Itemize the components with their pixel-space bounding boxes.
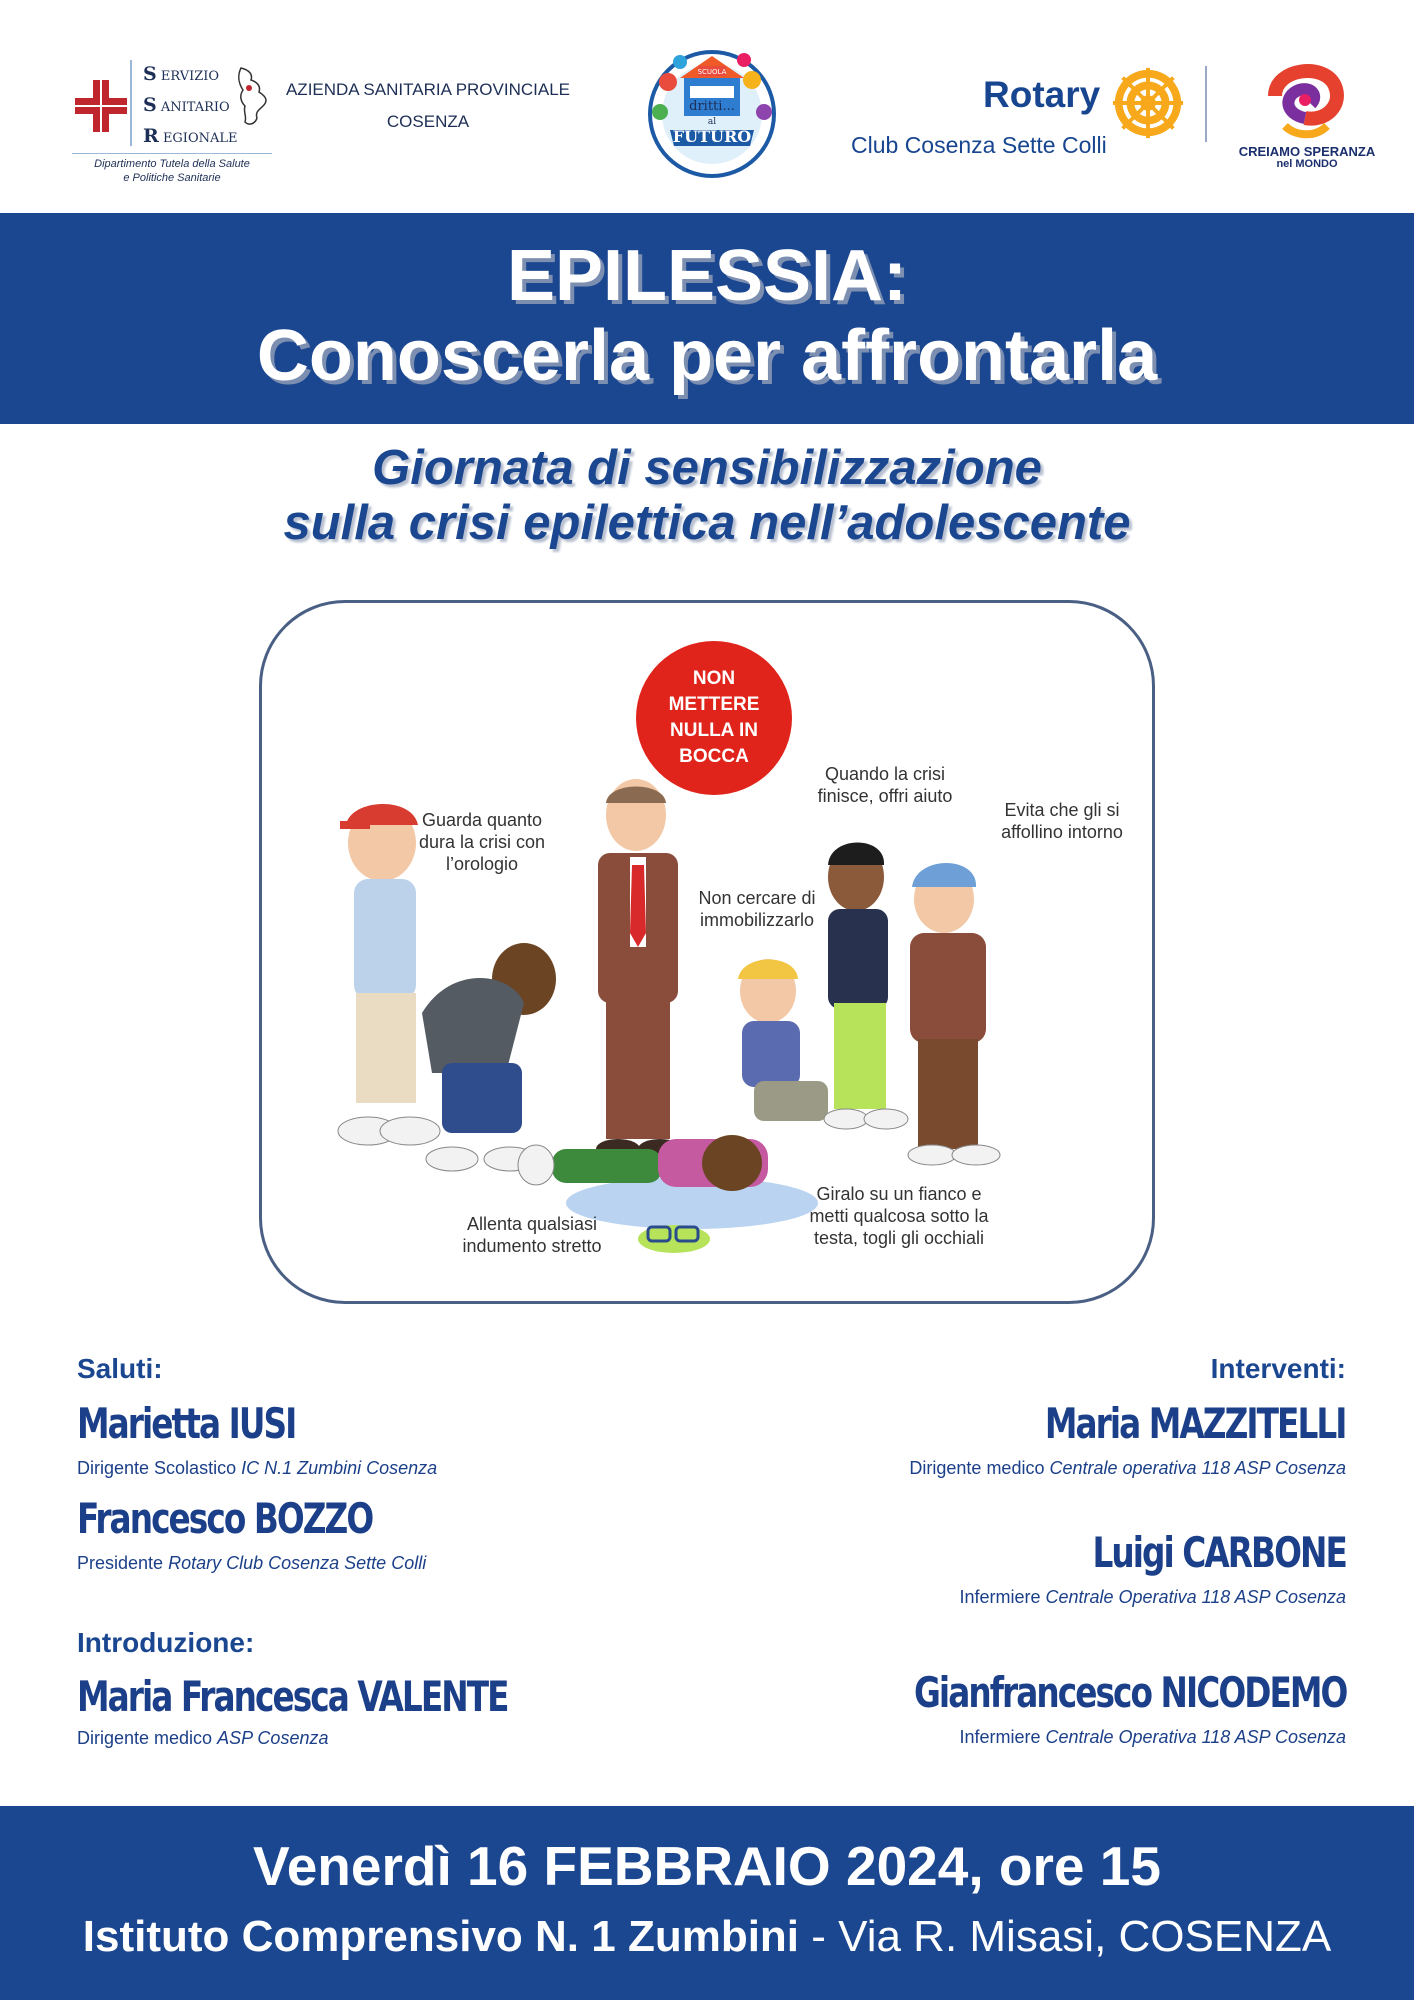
school-logo-text1: dritti... xyxy=(689,99,735,114)
speaker-role: Presidente Rotary Club Cosenza Sette Colli xyxy=(77,1553,427,1573)
caption-crowd: Evita che gli si affollino intorno xyxy=(1001,800,1123,842)
page-title-line2: Conoscerla per affrontarla xyxy=(256,316,1158,396)
subtitle-line1: Giornata di sensibilizzazione xyxy=(372,441,1042,495)
red-cross-icon xyxy=(75,80,127,132)
stop-sign-do-not-put-anything-in-mouth: NON METTERE NULLA IN BOCCA xyxy=(636,641,792,795)
speaker-name: Francesco BOZZO xyxy=(77,1494,373,1543)
subtitle-line2: sulla crisi epilettica nell’adolescente xyxy=(283,496,1131,550)
blonde-kneeling-boy-figure xyxy=(738,959,828,1121)
man-in-suit-figure xyxy=(596,779,682,1159)
caption-restrain: Non cercare di immobilizzarlo xyxy=(698,888,816,930)
speaker-role: Infermiere Centrale Operativa 118 ASP Cosenza xyxy=(959,1727,1346,1747)
speaker-role: Dirigente medico Centrale operativa 118 ASP Cosenza xyxy=(909,1458,1346,1478)
school-logo-text3: FUTURO xyxy=(672,127,752,146)
event-venue: Istituto Comprensivo N. 1 Zumbini - Via R. Misasi, COSENZA xyxy=(82,1912,1332,1961)
asp-cosenza-name: AZIENDA SANITARIA PROVINCIALE COSENZA xyxy=(285,80,571,131)
speaker-name: Gianfrancesco NICODEMO xyxy=(913,1668,1346,1717)
caption-side-position: Giralo su un fianco e metti qualcosa sotto la testa, togli gli occhiali xyxy=(809,1184,989,1248)
header-logos xyxy=(0,0,1414,213)
boy-blue-cap-figure xyxy=(908,863,1000,1165)
caption-help: Quando la crisi finisce, offri aiuto xyxy=(817,764,953,806)
speaker-name: Luigi CARBONE xyxy=(1092,1528,1346,1577)
boy-dark-jacket-figure xyxy=(824,843,908,1130)
boy-bending-figure xyxy=(422,943,556,1171)
creiamo-speranza-logo xyxy=(1265,56,1345,140)
interventi-label: Interventi: xyxy=(1210,1353,1346,1384)
rotary-name: Rotary xyxy=(983,74,1101,115)
speaker-name: Maria MAZZITELLI xyxy=(1045,1399,1346,1448)
saluti-label: Saluti: xyxy=(77,1353,163,1384)
school-diritti-al-futuro-logo xyxy=(640,42,784,182)
page-title: EPILESSIA: xyxy=(506,236,908,316)
caption-clock: Guarda quanto dura la crisi con l’orologio xyxy=(418,810,546,874)
speaker-name: Marietta IUSI xyxy=(77,1399,296,1448)
event-date: Venerdì 16 FEBBRAIO 2024, ore 15 xyxy=(253,1835,1161,1897)
ssr-wordmark: S ERVIZIO S ANITARIO R EGIONALE xyxy=(143,63,238,147)
first-aid-illustration xyxy=(259,600,1155,1304)
school-sign: SCUOLA xyxy=(697,68,727,76)
creiamo-speranza-text: CREIAMO SPERANZA nel MONDO xyxy=(1238,144,1376,170)
calabria-map-icon xyxy=(235,66,271,128)
speaker-role: Dirigente Scolastico IC N.1 Zumbini Cosenza xyxy=(77,1458,438,1478)
caption-clothes: Allenta qualsiasi indumento stretto xyxy=(462,1214,602,1256)
speaker-role: Dirigente medico ASP Cosenza xyxy=(77,1728,329,1748)
introduzione-label: Introduzione: xyxy=(77,1627,255,1658)
school-logo-text2: al xyxy=(707,117,717,127)
speaker-role: Infermiere Centrale Operativa 118 ASP Cosenza xyxy=(959,1587,1346,1607)
speaker-name: Maria Francesca VALENTE xyxy=(77,1672,508,1721)
rotary-club-name: Club Cosenza Sette Colli xyxy=(851,132,1107,158)
rotary-wheel-icon xyxy=(1109,64,1187,142)
ssr-department: Dipartimento Tutela della Salute e Politiche Sanitarie xyxy=(72,153,272,185)
glasses-icon xyxy=(638,1225,710,1253)
